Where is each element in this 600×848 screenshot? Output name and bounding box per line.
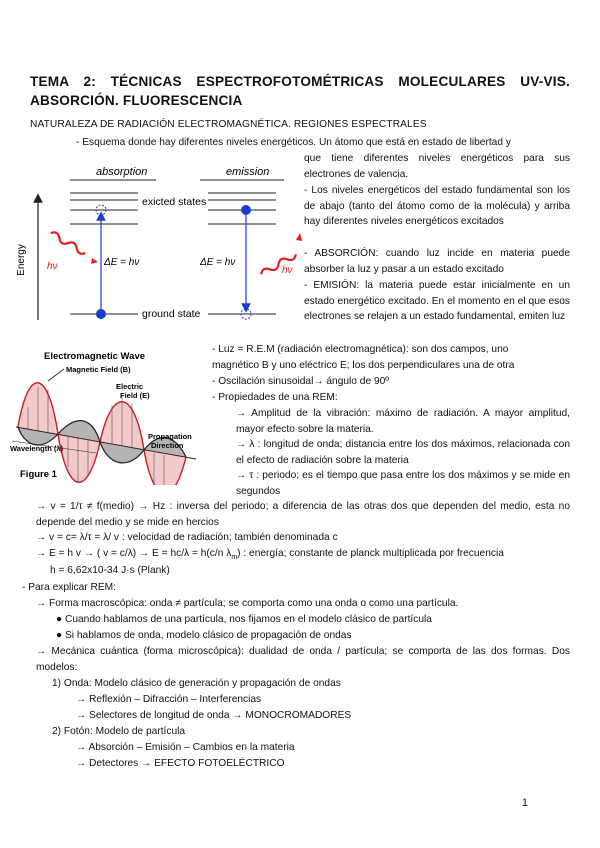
emission-delta-e: ΔE = hν xyxy=(200,257,236,268)
energy-formula-part1: → E = h v → ( v = c/λ) → E = hc/λ = h(c/n λ xyxy=(36,548,232,559)
energy-level-diagram xyxy=(14,160,306,336)
paragraph-frecuencia: → v = 1/τ ≠ f(medio) → Hz : inversa del periodo; a diferencia de las otras dos que dependen del medio, esta no depende del medio y se mide en hercios xyxy=(36,501,570,528)
paragraph-cuantica: → Mecánica cuántica (forma microscópica): dualidad de onda / partícula; se comporta de las dos formas. Dos modelos: xyxy=(36,646,570,673)
figure-caption: Figure 1 xyxy=(20,469,57,480)
bullet-onda: ● Si hablamos de onda, modelo clásico de propagación de ondas xyxy=(56,630,352,641)
paragraph-esquema-cont: que tiene diferentes niveles energéticos para sus electrones de valencia. xyxy=(304,153,570,180)
electron-excited xyxy=(241,205,251,215)
bullet-particula: ● Cuando hablamos de una partícula, nos fijamos en el modelo clásico de partícula xyxy=(56,614,432,625)
list-item-foton-b: → Detectores → EFECTO FOTOELÉCTRICO xyxy=(76,758,285,769)
paragraph-macroscopica: → Forma macroscópica: onda ≠ partícula; se comporta como una onda o como una partícula. xyxy=(36,598,459,609)
propagation-label-1: Propagation xyxy=(148,432,192,441)
energy-axis-label: Energy xyxy=(16,244,27,276)
list-item-foton: 2) Fotón: Modelo de partícula xyxy=(52,726,186,737)
paragraph-luz: - Luz = R.E.M (radiación electromagnética): son dos campos, uno xyxy=(212,344,509,355)
list-item-onda-b: → Selectores de longitud de onda → MONOCROMADORES xyxy=(76,710,352,721)
section-heading: NATURALEZA DE RADIACIÓN ELECTROMAGNÉTICA. REGIONES ESPECTRALES xyxy=(30,119,427,130)
paragraph-periodo: → τ : periodo; es el tiempo que pasa entre los dos máximos y se mide en segundos xyxy=(236,470,570,497)
paragraph-velocidad: → v = c= λ/τ = λ/ v : velocidad de radiación; también denominada c xyxy=(36,532,338,543)
incoming-photon-arrowhead xyxy=(91,258,98,264)
excited-states-label: exicted states xyxy=(142,196,207,208)
paragraph-amplitud: → Amplitud de la vibración: máximo de radiación. A mayor amplitud, mayor efecto sobre la materia. xyxy=(236,408,570,435)
magnetic-field-label: Magnetic Field (B) xyxy=(66,365,131,374)
page-title: TEMA 2: TÉCNICAS ESPECTROFOTOMÉTRICAS MOLECULARES UV-VIS. ABSORCIÓN. FLUORESCENCIA xyxy=(30,74,570,108)
propagation-label-2: Direction xyxy=(151,441,184,450)
electric-field-label-1: Electric xyxy=(116,382,144,391)
em-wave-title: Electromagnetic Wave xyxy=(44,351,146,362)
paragraph-niveles: - Los niveles energéticos del estado fundamental son los de abajo (tanto del átomo como de la molécula) y arriba hay diferentes niveles energéticos excitados xyxy=(304,185,570,228)
paragraph-luz-cont: magnético B y uno eléctrico E; los dos perpendiculares una de otra xyxy=(212,360,515,371)
electric-field-label-2: Field (E) xyxy=(120,391,150,400)
emitted-photon-arrowhead xyxy=(296,233,302,241)
wavelength-label: Wavelength (λ) xyxy=(10,444,64,453)
list-item-onda-a: → Reflexión – Difracción – Interferencias xyxy=(76,694,262,705)
paragraph-emision: - EMISIÓN: la materia puede estar inicialmente en un estado energético excitado. En el momento en el que esos electrones se relajen a un estado fundamental, emiten luz xyxy=(304,280,570,323)
paragraph-absorcion: - ABSORCIÓN: cuando luz incide en materia puede absorber la luz y pasar a un estado excitado xyxy=(304,248,570,275)
paragraph-explicar-rem: - Para explicar REM: xyxy=(22,582,116,593)
ground-state-label: ground state xyxy=(142,308,201,320)
incoming-photon-label: hν xyxy=(47,261,58,272)
absorption-label: absorption xyxy=(96,166,148,178)
page-number: 1 xyxy=(521,797,528,809)
paragraph-planck: h = 6,62x10-34 J·s (Plank) xyxy=(50,565,170,576)
list-item-foton-a: → Absorción – Emisión – Cambios en la materia xyxy=(76,742,295,753)
paragraph-oscilacion: - Oscilación sinusoidal→ ángulo de 90º xyxy=(212,376,390,387)
energy-formula-part2: ) : energía; constante de planck multiplicada por frecuencia xyxy=(237,548,504,559)
incoming-photon-icon xyxy=(49,230,87,255)
paragraph-esquema: - Esquema donde hay diferentes niveles energéticos. Un átomo que está en estado de libertad y xyxy=(76,137,511,148)
paragraph-lambda: → λ : longitud de onda; distancia entre los dos máximos, relacionada con el efecto de radiación sobre la materia xyxy=(236,439,570,466)
absorption-delta-e: ΔE = hν xyxy=(104,257,140,268)
electron-ground xyxy=(96,309,106,319)
emitted-photon-label: hν xyxy=(282,265,293,276)
paragraph-propiedades: - Propiedades de una REM: xyxy=(212,392,338,403)
energy-formula-sub: m xyxy=(231,554,238,562)
list-item-onda: 1) Onda: Modelo clásico de generación y propagación de ondas xyxy=(52,678,341,689)
emission-label: emission xyxy=(226,166,270,178)
em-wave-figure xyxy=(8,347,204,485)
